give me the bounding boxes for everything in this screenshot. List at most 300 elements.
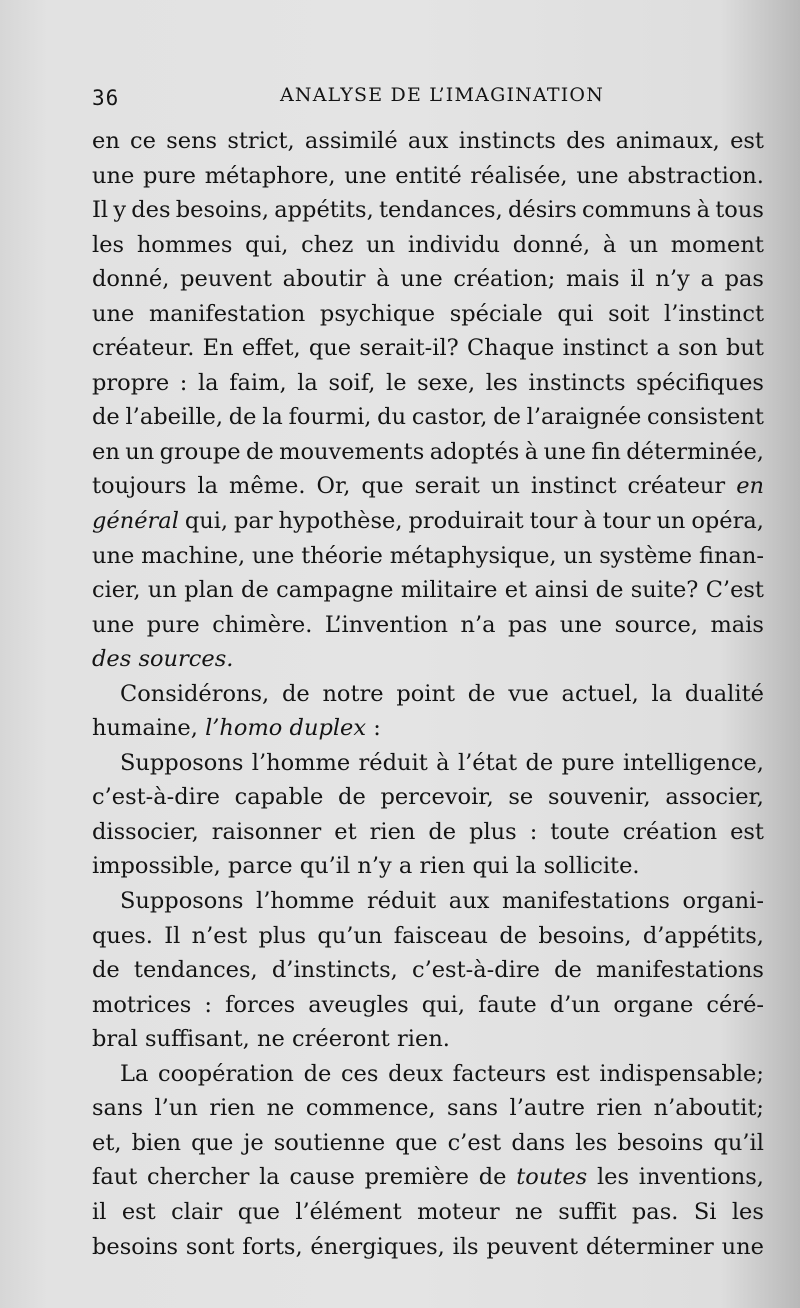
word: à — [436, 749, 450, 776]
word: instincts — [528, 369, 626, 396]
word: bral — [92, 1026, 138, 1053]
word: d’un — [549, 991, 601, 1018]
text-line — [92, 988, 764, 1023]
word: l’homme — [256, 888, 355, 915]
word: de — [228, 404, 257, 431]
word: c’est-à-dire — [92, 784, 220, 811]
word: commence, — [305, 1095, 436, 1122]
word: et — [504, 577, 528, 604]
word: spéciale — [449, 300, 543, 327]
word: pas — [507, 611, 548, 638]
body-text — [92, 124, 764, 1264]
word: sont — [185, 1233, 235, 1260]
word: parce — [228, 853, 293, 880]
word: Supposons — [120, 888, 244, 915]
word: sexe, — [417, 369, 476, 396]
word: est — [730, 818, 764, 845]
text-line — [92, 711, 764, 746]
text-line — [92, 642, 764, 677]
word: manifestation — [148, 300, 306, 327]
word: énergiques, — [310, 1233, 445, 1260]
word: à — [524, 438, 539, 465]
word: manifestations — [596, 957, 764, 984]
word: impossible, — [92, 853, 221, 880]
word: son — [678, 335, 718, 362]
word: réduit — [358, 749, 428, 776]
word: de — [493, 404, 521, 431]
word: de — [92, 404, 120, 431]
word: fin — [591, 438, 621, 465]
word: théorie — [301, 542, 383, 569]
word: un — [490, 473, 520, 500]
word: les — [731, 1198, 764, 1225]
word: général — [92, 508, 179, 535]
word: entité — [395, 162, 462, 189]
word: groupe — [159, 438, 241, 465]
word: à — [602, 231, 617, 258]
word: créeront — [292, 1026, 390, 1053]
word: la — [197, 473, 219, 500]
word: de — [554, 957, 582, 984]
word: l’un — [154, 1095, 198, 1122]
word: sans — [447, 1095, 499, 1122]
word: créateur. — [92, 335, 195, 362]
word: à — [376, 266, 390, 293]
word: d’appétits, — [642, 922, 764, 949]
word: déterminer — [585, 1233, 714, 1260]
word: l’homo — [205, 715, 283, 742]
word: à — [696, 197, 710, 224]
word: machine, — [141, 542, 246, 569]
word: besoins, — [538, 922, 632, 949]
word: : — [529, 818, 538, 845]
word: dualité — [684, 680, 764, 707]
word: dans — [511, 1129, 566, 1156]
text-line — [92, 228, 764, 263]
word: donné, — [512, 231, 591, 258]
word: a — [700, 266, 714, 293]
word: qu’il — [299, 853, 351, 880]
word: C’est — [705, 577, 764, 604]
text-line — [92, 400, 764, 435]
word: rien — [209, 1095, 256, 1122]
word: besoins — [92, 1233, 179, 1260]
word: suffisant, — [144, 1026, 250, 1053]
word: fourmi, — [288, 404, 372, 431]
word: : — [204, 991, 213, 1018]
word: de — [338, 784, 366, 811]
word: individu — [407, 231, 500, 258]
word: création; — [453, 266, 556, 293]
word: suite? — [630, 577, 699, 604]
word: soif, — [328, 369, 376, 396]
word: une — [92, 542, 135, 569]
word: mais — [566, 266, 620, 293]
word: duplex — [289, 715, 367, 742]
word: chimère. — [212, 611, 313, 638]
word: plus — [258, 922, 307, 949]
word: faute — [478, 991, 537, 1018]
word: finan- — [698, 542, 764, 569]
word: produirait — [408, 508, 524, 535]
word: percevoir, — [380, 784, 494, 811]
word: en — [92, 438, 120, 465]
word: tous — [715, 197, 764, 224]
word: n’est — [191, 922, 248, 949]
word: système — [599, 542, 693, 569]
word: faisceau — [393, 922, 489, 949]
text-line — [92, 1230, 764, 1265]
word: serait — [414, 473, 480, 500]
word: bien — [131, 1129, 181, 1156]
word: de — [92, 957, 120, 984]
text-line — [92, 1126, 764, 1161]
word: deux — [388, 1060, 443, 1087]
word: ne — [266, 1095, 295, 1122]
word: qui — [557, 300, 594, 327]
word: point — [396, 680, 456, 707]
word: capable — [234, 784, 324, 811]
word: un — [629, 231, 659, 258]
word: n’aboutit; — [653, 1095, 764, 1122]
word: réalisée, — [470, 162, 568, 189]
word: la — [262, 404, 283, 431]
word: n’y — [357, 853, 392, 880]
word: des — [566, 128, 606, 154]
word: aveugles — [308, 991, 409, 1018]
word: métaphysique, — [389, 542, 557, 569]
word: moment — [670, 231, 764, 258]
text-line — [92, 919, 764, 954]
word: de — [303, 1060, 332, 1087]
word: assimilé — [304, 128, 398, 154]
word: souvenir, — [547, 784, 651, 811]
word: l’autre — [509, 1095, 585, 1122]
word: et, — [92, 1129, 122, 1156]
word: de — [241, 577, 269, 604]
text-line — [92, 297, 764, 332]
word: qui, — [421, 991, 465, 1018]
word: et — [334, 818, 357, 845]
word: est — [121, 1198, 156, 1225]
text-line — [92, 815, 764, 850]
word: une — [252, 542, 295, 569]
word: ques. — [92, 922, 153, 949]
word: une — [721, 1233, 764, 1260]
word: pas. — [631, 1198, 679, 1225]
word: qui, — [184, 508, 229, 535]
word: La — [120, 1060, 149, 1087]
word: adoptés — [429, 438, 520, 465]
word: pure — [146, 611, 200, 638]
word: que — [395, 1129, 438, 1156]
word: actuel, — [561, 680, 639, 707]
word: en — [736, 473, 764, 500]
word: raisonner — [211, 818, 322, 845]
word: ils — [452, 1233, 479, 1260]
word: pure — [561, 749, 615, 776]
word: une — [543, 438, 586, 465]
word: de — [595, 577, 624, 604]
word: Chaque — [466, 335, 555, 362]
word: organi- — [682, 888, 764, 915]
word: besoins, — [175, 197, 269, 224]
word: sollicite. — [543, 853, 640, 880]
word: facteurs — [452, 1060, 547, 1087]
word: la — [197, 369, 219, 396]
word: plus — [469, 818, 517, 845]
word: ce — [130, 128, 156, 154]
word: un — [563, 542, 593, 569]
word: création — [622, 818, 718, 845]
word: l’homme — [251, 749, 351, 776]
word: c’est-à-dire — [411, 957, 540, 984]
word: manifestations — [502, 888, 670, 915]
word: à — [583, 508, 597, 535]
word: je — [243, 1129, 264, 1156]
word: la — [259, 1164, 280, 1191]
word: l’araignée — [526, 404, 642, 431]
word: dissocier, — [92, 818, 199, 845]
word: mouvements — [279, 438, 425, 465]
word: réduit — [366, 888, 437, 915]
word: est — [555, 1060, 590, 1087]
text-line — [92, 1195, 764, 1230]
word: de — [478, 1164, 507, 1191]
word: Or, — [316, 473, 351, 500]
word: que — [237, 1198, 280, 1225]
text-line — [92, 953, 764, 988]
word: rien — [369, 818, 416, 845]
word: c’est — [447, 1129, 502, 1156]
word: motrices — [92, 991, 192, 1018]
word: de — [499, 922, 528, 949]
text-line — [92, 677, 764, 712]
word: indispensable; — [599, 1060, 764, 1087]
word: du — [377, 404, 407, 431]
word: que — [191, 1129, 234, 1156]
word: but — [726, 335, 764, 362]
word: créateur — [627, 473, 726, 500]
word: associer, — [665, 784, 764, 811]
word: appétits, — [274, 197, 374, 224]
word: que — [361, 473, 404, 500]
word: inventions, — [638, 1164, 764, 1191]
word: n’y — [655, 266, 690, 293]
word: L’invention — [324, 611, 448, 638]
word: de — [525, 749, 554, 776]
word: campagne — [276, 577, 394, 604]
word: rien — [419, 853, 466, 880]
word: plan — [184, 577, 234, 604]
word: castor, — [411, 404, 488, 431]
page-header — [92, 78, 764, 112]
word: une — [576, 162, 619, 189]
word: coopération — [158, 1060, 294, 1087]
word: qui — [472, 853, 509, 880]
text-line — [92, 262, 764, 297]
word: de — [245, 438, 274, 465]
word: vue — [508, 680, 549, 707]
word: tendances, — [133, 957, 258, 984]
word: l’abeille, — [125, 404, 224, 431]
word: les — [485, 369, 518, 396]
word: il — [92, 1198, 107, 1225]
text-line — [92, 1057, 764, 1092]
word: un — [147, 577, 177, 604]
word: chez — [301, 231, 354, 258]
word: donné, — [92, 266, 170, 293]
word: organe — [613, 991, 694, 1018]
page-number: 36 — [92, 86, 120, 110]
word: l’élément — [295, 1198, 402, 1225]
word: des — [131, 197, 171, 224]
word: qui, — [245, 231, 289, 258]
word: l’état — [457, 749, 518, 776]
word: chercher — [147, 1164, 250, 1191]
word: les — [575, 1129, 608, 1156]
word: toutes — [516, 1164, 588, 1191]
word: en — [92, 128, 120, 154]
text-line — [92, 539, 764, 574]
word: n’a — [460, 611, 496, 638]
word: un — [366, 231, 396, 258]
word: intelligence, — [622, 749, 764, 776]
word: psychique — [319, 300, 436, 327]
text-line — [92, 608, 764, 643]
word: spécifiques — [636, 369, 764, 396]
word: les — [92, 231, 125, 258]
word: strict, — [227, 128, 295, 154]
word: clair — [171, 1198, 223, 1225]
text-line — [92, 435, 764, 470]
word: aboutir — [282, 266, 366, 293]
word: communs — [581, 197, 692, 224]
text-line — [92, 1022, 764, 1057]
word: qu’un — [317, 922, 383, 949]
word: faut — [92, 1164, 138, 1191]
text-line — [92, 1091, 764, 1126]
word: toute — [550, 818, 610, 845]
word: il — [630, 266, 645, 293]
word: pas — [724, 266, 764, 293]
text-line — [92, 746, 764, 781]
word: aux — [448, 888, 490, 915]
text-line — [92, 366, 764, 401]
word: un — [656, 508, 686, 535]
word: a — [656, 335, 670, 362]
word: ne — [515, 1198, 543, 1225]
word: l’instinct — [664, 300, 764, 327]
word: même. — [229, 473, 306, 500]
word: sources. — [138, 646, 234, 673]
word: de — [281, 680, 310, 707]
word: déterminée, — [626, 438, 764, 465]
word: animaux, — [615, 128, 720, 154]
word: soit — [608, 300, 650, 327]
word: que — [308, 335, 352, 362]
word: a — [398, 853, 413, 880]
running-title: ANALYSE DE L’IMAGINATION — [280, 84, 605, 106]
word: une — [400, 266, 443, 293]
text-line — [92, 1160, 764, 1195]
word: une — [92, 611, 135, 638]
word: est — [730, 128, 764, 154]
text-line — [92, 884, 764, 919]
word: suffit — [558, 1198, 617, 1225]
word: mais — [710, 611, 764, 638]
word: aux — [407, 128, 449, 154]
word: tendances, — [378, 197, 503, 224]
word: y — [113, 197, 127, 224]
text-line — [92, 504, 764, 539]
word: : — [373, 715, 381, 742]
word: Considérons, — [120, 680, 270, 707]
word: moteur — [417, 1198, 500, 1225]
word: : — [179, 369, 188, 396]
text-line — [92, 124, 764, 159]
word: humaine, — [92, 715, 198, 742]
word: la — [651, 680, 673, 707]
word: Il — [164, 922, 181, 949]
word: Supposons — [120, 749, 244, 776]
word: rien — [596, 1095, 643, 1122]
text-line — [92, 849, 764, 884]
word: tour — [529, 508, 578, 535]
word: des — [92, 646, 132, 673]
word: première — [364, 1164, 470, 1191]
word: de — [428, 818, 457, 845]
word: le — [386, 369, 407, 396]
text-line — [92, 469, 764, 504]
word: effet, — [241, 335, 301, 362]
word: abstraction. — [627, 162, 764, 189]
text-line — [92, 159, 764, 194]
word: besoins — [617, 1129, 704, 1156]
word: d’instincts, — [271, 957, 398, 984]
word: peuvent — [180, 266, 272, 293]
word: une — [92, 162, 135, 189]
word: Il — [92, 197, 109, 224]
word: ces — [340, 1060, 379, 1087]
word: instinct — [562, 335, 649, 362]
word: ainsi — [534, 577, 589, 604]
word: faim, — [229, 369, 287, 396]
word: instincts — [458, 128, 556, 154]
word: consistent — [647, 404, 764, 431]
word: peuvent — [486, 1233, 579, 1260]
word: hypothèse, — [278, 508, 403, 535]
word: une — [92, 300, 135, 327]
word: notre — [322, 680, 384, 707]
word: propre — [92, 369, 170, 396]
word: Si — [693, 1198, 717, 1225]
word: cause — [289, 1164, 355, 1191]
word: une — [559, 611, 603, 638]
text-line — [92, 780, 764, 815]
word: la — [515, 853, 537, 880]
word: pure — [143, 162, 196, 189]
word: métaphore, — [204, 162, 336, 189]
word: de — [467, 680, 496, 707]
word: sens — [166, 128, 218, 154]
text-line — [92, 193, 764, 228]
text-line — [92, 331, 764, 366]
word: qu’il — [713, 1129, 764, 1156]
word: céré- — [706, 991, 764, 1018]
word: rien. — [397, 1026, 450, 1053]
word: une — [344, 162, 387, 189]
